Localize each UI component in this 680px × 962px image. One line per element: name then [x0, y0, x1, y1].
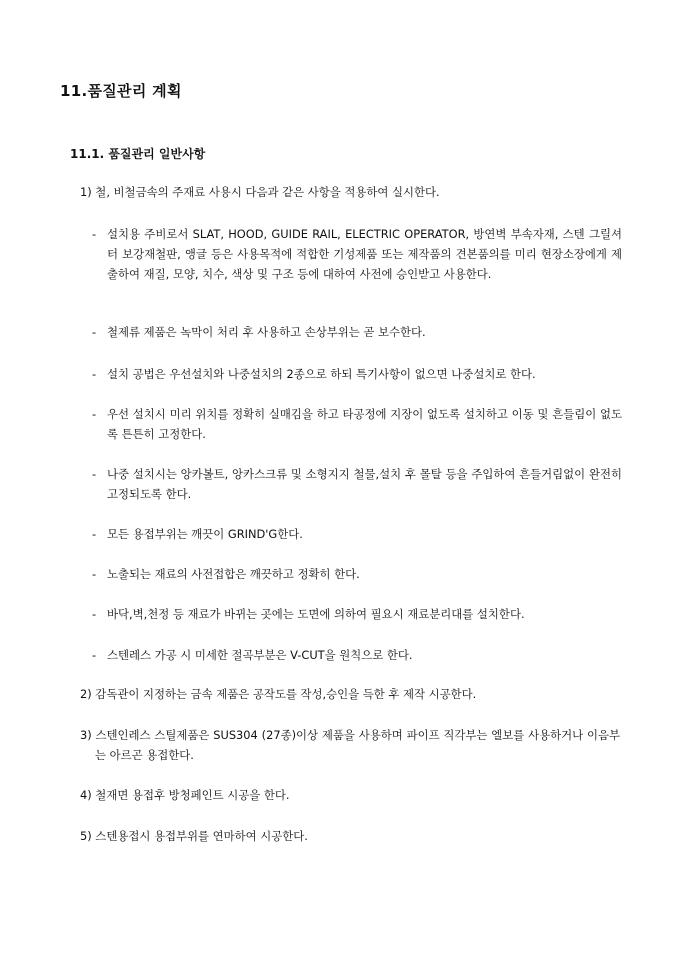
bullet-dash: -: [92, 648, 97, 662]
subsection-title: 11.1. 품질관리 일반사항: [70, 147, 206, 161]
list-item-4: 4) 철재면 용접후 방청페인트 시공을 한다.: [80, 788, 290, 802]
bullet-text: 노출되는 재료의 사전접합은 깨끗하고 정확히 한다.: [107, 567, 360, 581]
bullet-text: 설치용 주비로서 SLAT, HOOD, GUIDE RAIL, ELECTRIC OPERATOR, 방연벽 부속자재, 스텐 그릴셔터 보강재철판, 앵글 등은 사용목적에 적합한 기성제품 또는 제작품의 견본품의를 미리 현장소장에게 제출하여 재질, 모양, 치수, 색상 및 구조 등에 대하여 사전에 승인받고 사용한다.: [107, 227, 622, 281]
list-item-1: 1) 철, 비철금속의 주재료 사용시 다음과 같은 사항을 적용하여 실시한다.: [80, 185, 440, 199]
bullet-text: 설치 공법은 우선설치와 나중설치의 2종으로 하되 특기사항이 없으면 나중설치로 한다.: [107, 367, 536, 381]
bullet-dash: -: [92, 567, 97, 581]
list-item-5: 5) 스텐용접시 용접부위를 연마하여 시공한다.: [80, 829, 308, 843]
bullet-dash: -: [92, 467, 97, 481]
bullet-dash: -: [92, 527, 97, 541]
section-title: 11.품질관리 계획: [60, 82, 182, 100]
list-item-2: 2) 감독관이 지정하는 금속 제품은 공작도를 작성,승인을 득한 후 제작 시공한다.: [80, 687, 477, 701]
bullet-dash: -: [92, 367, 97, 381]
bullet-dash: -: [92, 227, 97, 241]
bullet-dash: -: [92, 325, 97, 339]
bullet-dash: -: [92, 607, 97, 621]
bullet-text: 모든 용접부위는 깨끗이 GRIND'G한다.: [107, 527, 303, 541]
list-item-3: 3) 스텐인레스 스틸제품은 SUS304 (27종)이상 제품을 사용하며 파이프 직각부는 엘보를 사용하거나 이음부는 아르곤 용접한다.: [80, 728, 620, 762]
bullet-text: 우선 설치시 미리 위치를 정확히 실매김을 하고 타공정에 지장이 없도록 설치하고 이동 및 흔들림이 없도록 튼튼히 고정한다.: [107, 407, 622, 441]
bullet-dash: -: [92, 407, 97, 421]
bullet-text: 스텐레스 가공 시 미세한 절곡부분은 V-CUT을 원칙으로 한다.: [107, 648, 413, 662]
bullet-text: 철제류 제품은 녹막이 처리 후 사용하고 손상부위는 곧 보수한다.: [107, 325, 426, 339]
bullet-text: 바닥,벽,천정 등 재료가 바뀌는 곳에는 도면에 의하여 필요시 재료분리대를 설치한다.: [107, 607, 525, 621]
bullet-text: 나중 설치시는 앙카볼트, 앙카스크류 및 소형지지 철물,설치 후 몰탈 등을 주입하여 흔들거림없이 완전히 고정되도록 한다.: [107, 467, 622, 501]
